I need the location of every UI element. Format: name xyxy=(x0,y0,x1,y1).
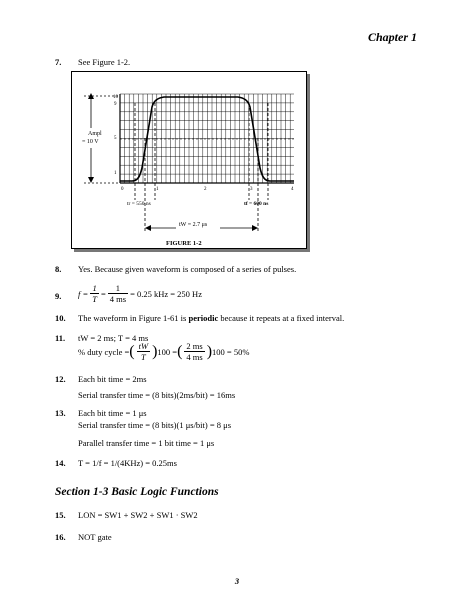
x-tick-4: 4 xyxy=(291,187,294,192)
y-tick-10: 10 xyxy=(113,95,118,100)
item-8-text: Yes. Because given waveform is composed of a series of pulses. xyxy=(78,264,297,274)
item-10-post: because it repeats at a fixed interval. xyxy=(218,313,345,323)
item-9-rhs: = 0.25 kHz = 250 Hz xyxy=(130,288,202,299)
item-13-line-2: Serial transfer time = (8 bits)(1 μs/bit) = 8 μs xyxy=(78,420,232,430)
item-11-frac-2 xyxy=(184,341,204,362)
x-tick-3: 3 xyxy=(250,187,253,192)
item-10-pre: The waveform in Figure 1-61 is xyxy=(78,313,189,323)
item-11-frac-2-den: 4 ms xyxy=(186,352,203,362)
tf-label: tf = 600 ns xyxy=(244,201,269,207)
item-11-duty-label: % duty cycle = xyxy=(78,346,130,357)
tw-arrowhead-left xyxy=(145,225,151,231)
item-10-text xyxy=(78,313,344,323)
item-10-number: 10. xyxy=(55,313,66,323)
item-11-duty-cycle xyxy=(78,341,249,362)
item-7-number: 7. xyxy=(55,57,62,67)
item-11-frac-1-den: T xyxy=(140,352,146,362)
item-9-lhs: f = xyxy=(78,288,89,299)
item-9-frac-1 xyxy=(90,283,99,304)
ampl-label-1: Ampl xyxy=(88,131,102,137)
item-12-line-2: Serial transfer time = (8 bits)(2ms/bit) = 16ms xyxy=(78,390,236,400)
x-tick-2: 2 xyxy=(204,187,207,192)
item-9-frac-1-den: T xyxy=(92,294,97,304)
item-9-equation xyxy=(78,283,202,304)
item-9-frac-1-num: 1 xyxy=(90,283,99,294)
item-11-line-1: tW = 2 ms; T = 4 ms xyxy=(78,333,149,343)
figure-caption: FIGURE 1-2 xyxy=(166,240,202,247)
item-9-frac-2-den: 4 ms xyxy=(109,294,127,304)
item-11-frac-1 xyxy=(137,341,150,362)
figure-1-2-chart xyxy=(72,72,306,248)
item-16-number: 16. xyxy=(55,532,66,542)
item-11-paren-open-2: ( xyxy=(177,342,183,360)
tr-label: tr = 550 ns xyxy=(127,201,151,207)
item-11-frac-2-num: 2 ms xyxy=(186,341,203,351)
x-tick-0: 0 xyxy=(121,187,124,192)
item-11-frac-1-num: tW xyxy=(138,341,149,351)
item-11-paren-open-1: ( xyxy=(129,342,135,360)
item-11-paren-close-2: ) xyxy=(206,342,213,360)
item-16-text: NOT gate xyxy=(78,532,112,542)
item-9-frac-2 xyxy=(108,283,128,304)
item-11-mult-2: 100 = 50% xyxy=(212,346,250,357)
item-14-number: 14. xyxy=(55,458,66,468)
item-13-number: 13. xyxy=(55,408,66,418)
item-13-line-3: Parallel transfer time = 1 bit time = 1 μs xyxy=(78,438,215,448)
figure-1-2 xyxy=(71,71,307,249)
item-11-paren-close-1: ) xyxy=(152,342,158,360)
item-12-number: 12. xyxy=(55,374,66,384)
item-9-number: 9. xyxy=(55,291,62,301)
y-tick-5: 5 xyxy=(114,136,117,141)
item-11-number: 11. xyxy=(55,333,66,343)
item-8-number: 8. xyxy=(55,264,62,274)
item-11-mult-1: 100 = xyxy=(157,346,178,357)
section-heading: Section 1-3 Basic Logic Functions xyxy=(55,486,219,498)
x-tick-1: 1 xyxy=(156,187,159,192)
item-14-text: T = 1/f = 1/(4KHz) = 0.25ms xyxy=(78,458,177,468)
tw-arrowhead-right xyxy=(252,225,258,231)
item-9-eq: = xyxy=(100,288,106,299)
page-number: 3 xyxy=(234,576,240,586)
y-tick-9: 9 xyxy=(114,102,117,107)
tw-label: tW = 2.7 μs xyxy=(179,222,208,228)
item-12-line-1: Each bit time = 2ms xyxy=(78,374,147,384)
item-10-bold: periodic xyxy=(188,313,219,323)
item-13-line-1: Each bit time = 1 μs xyxy=(78,408,147,418)
y-tick-1: 1 xyxy=(114,171,117,176)
item-9-frac-2-num: 1 xyxy=(108,283,128,294)
chapter-title: Chapter 1 xyxy=(367,30,417,44)
item-15-number: 15. xyxy=(55,510,66,520)
ampl-label-2: = 10 V xyxy=(82,139,99,145)
item-15-text: LON = SW1 + SW2 + SW1 · SW2 xyxy=(78,510,198,520)
item-7-text: See Figure 1-2. xyxy=(78,57,131,67)
ampl-arrowhead-down xyxy=(88,177,94,183)
